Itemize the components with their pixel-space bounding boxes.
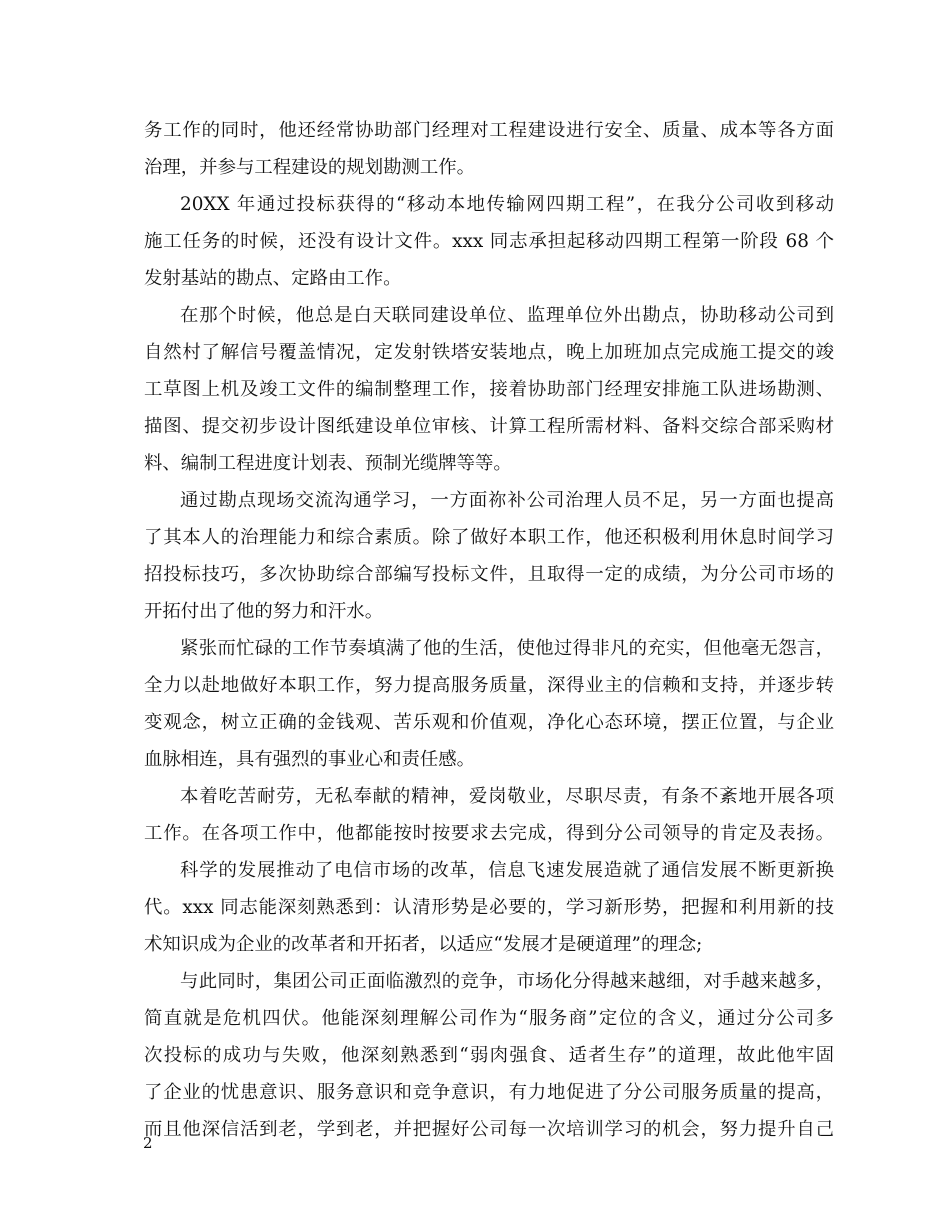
- text-line: 本着吃苦耐劳，无私奉献的精神，爱岗敬业，尽职尽责，有条不紊地开展各项: [180, 786, 834, 807]
- text-line: 20XX 年通过投标获得的“移动本地传输网四期工程”，在我分公司收到移动: [180, 194, 834, 215]
- text-line: 自然村了解信号覆盖情况，定发射铁塔安装地点，晚上加班加点完成施工提交的竣: [144, 342, 834, 363]
- text-line: 代。xxx 同志能深刻熟悉到：认清形势是必要的，学习新形势，把握和利用新的技: [144, 897, 834, 918]
- text-line: 招投标技巧，多次协助综合部编写投标文件，且取得一定的成绩，为分公司市场的: [144, 564, 834, 585]
- text-line: 全力以赴地做好本职工作，努力提高服务质量，深得业主的信赖和支持，并逐步转: [144, 675, 834, 696]
- text-line: 在那个时候，他总是白天联同建设单位、监理单位外出勘点，协助移动公司到: [180, 305, 834, 326]
- text-line: 工草图上机及竣工文件的编制整理工作，接着协助部门经理安排施工队进场勘测、: [144, 379, 834, 400]
- text-line: 紧张而忙碌的工作节奏填满了他的生活，使他过得非凡的充实，但他毫无怨言，: [180, 638, 834, 659]
- text-line: 通过勘点现场交流沟通学习，一方面祢补公司治理人员不足，另一方面也提高: [180, 490, 834, 511]
- text-line: 了企业的忧患意识、服务意识和竞争意识，有力地促进了分公司服务质量的提高，: [144, 1082, 834, 1103]
- text-line: 了其本人的治理能力和综合素质。除了做好本职工作，他还积极利用休息时间学习: [144, 527, 834, 548]
- text-line: 血脉相连，具有强烈的事业心和责任感。: [144, 749, 476, 770]
- text-line: 科学的发展推动了电信市场的改革，信息飞速发展造就了通信发展不断更新换: [180, 860, 834, 881]
- text-line: 施工任务的时候，还没有设计文件。xxx 同志承担起移动四期工程第一阶段 68 个: [144, 231, 834, 252]
- text-line: 术知识成为企业的改革者和开拓者，以适应“发展才是硬道理”的理念;: [144, 934, 703, 955]
- text-line: 务工作的同时，他还经常协助部门经理对工程建设进行安全、质量、成本等各方面: [144, 120, 834, 141]
- text-line: 而且他深信活到老，学到老，并把握好公司每一次培训学习的机会，努力提升自己: [144, 1119, 834, 1140]
- text-line: 工作。在各项工作中，他都能按时按要求去完成，得到分公司领导的肯定及表扬。: [144, 823, 834, 844]
- text-line: 次投标的成功与失败，他深刻熟悉到“弱肉强食、适者生存”的道理，故此他牢固: [144, 1045, 834, 1066]
- text-line: 描图、提交初步设计图纸建设单位审核、计算工程所需材料、备料交综合部采购材: [144, 416, 834, 437]
- text-line: 与此同时，集团公司正面临激烈的竞争，市场化分得越来越细，对手越来越多，: [180, 971, 834, 992]
- text-line: 治理，并参与工程建设的规划勘测工作。: [144, 157, 476, 178]
- text-line: 变观念，树立正确的金钱观、苦乐观和价值观，净化心态环境，摆正位置，与企业: [144, 712, 834, 733]
- text-line: 料、编制工程进度计划表、预制光缆牌等等。: [144, 453, 512, 474]
- page-number: 2: [143, 1134, 153, 1152]
- text-line: 开拓付出了他的努力和汗水。: [144, 601, 384, 622]
- body-text: [144, 112, 834, 1148]
- text-line: 发射基站的勘点、定路由工作。: [144, 268, 402, 289]
- text-line: 简直就是危机四伏。他能深刻理解公司作为“服务商”定位的含义，通过分公司多: [144, 1008, 834, 1029]
